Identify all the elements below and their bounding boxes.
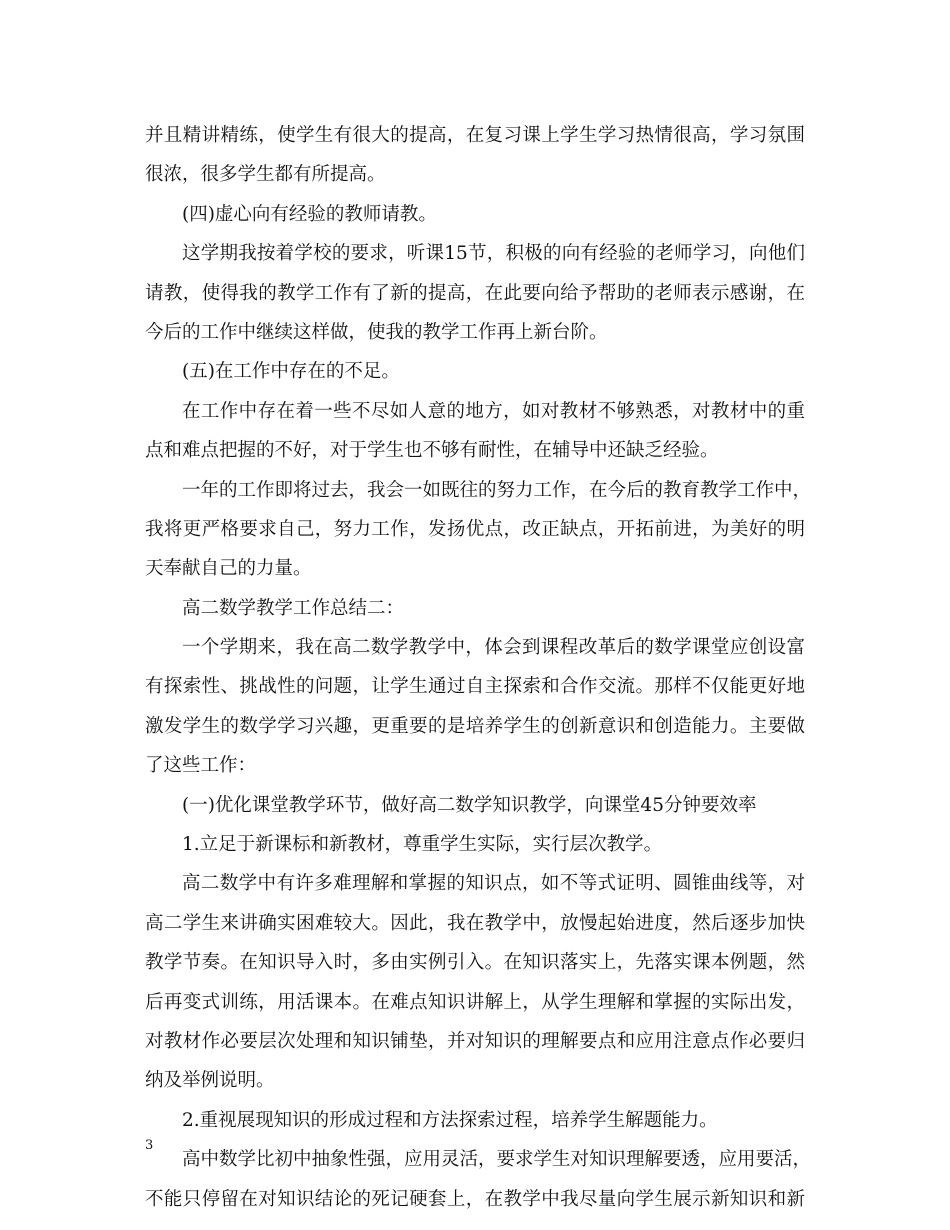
text-line: 高二数学中有许多难理解和掌握的知识点，如不等式证明、圆锥曲线等，对 xyxy=(182,873,805,895)
text-line: 并且精讲精练，使学生有很大的提高，在复习课上学生学习热情很高，学习氛围 xyxy=(145,125,805,146)
text-line: 了这些工作： xyxy=(145,755,257,777)
text-line: 一个学期来，我在高二数学教学中，体会到课程改革后的数学课堂应创设富 xyxy=(182,637,805,659)
text-line: 1.立足于新课标和新教材，尊重学生实际，实行层次教学。 xyxy=(182,834,663,856)
text-line: 纳及举例说明。 xyxy=(145,1070,275,1092)
text-line: 我将更严格要求自己，努力工作，发扬优点，改正缺点，开拓前进，为美好的明 xyxy=(145,518,805,540)
text-line: 点和难点把握的不好，对于学生也不够有耐性，在辅导中还缺乏经验。 xyxy=(145,440,719,462)
text-line: 后再变式训练，用活课本。在难点知识讲解上，从学生理解和掌握的实际出发， xyxy=(145,991,805,1013)
text-line: 天奉献自己的力量。 xyxy=(145,558,312,580)
document-body xyxy=(145,116,812,1219)
text-line: 这学期我按着学校的要求，听课15节，积极的向有经验的老师学习，向他们 xyxy=(182,243,805,265)
text-line: 请教，使得我的教学工作有了新的提高，在此要向给予帮助的老师表示感谢，在 xyxy=(145,282,805,304)
text-line: 2.重视展现知识的形成过程和方法探索过程，培养学生解题能力。 xyxy=(182,1109,718,1131)
text-line: 在工作中存在着一些不尽如人意的地方，如对教材不够熟悉，对教材中的重 xyxy=(182,400,805,422)
text-line: 对教材作必要层次处理和知识铺垫，并对知识的理解要点和应用注意点作必要归 xyxy=(145,1030,805,1052)
text-line: (五)在工作中存在的不足。 xyxy=(182,361,400,383)
text-line: 教学节奏。在知识导入时，多由实例引入。在知识落实上，先落实课本例题，然 xyxy=(145,952,805,974)
text-line: 不能只停留在对知识结论的死记硬套上，在教学中我尽量向学生展示新知识和新 xyxy=(145,1188,805,1210)
text-line: 有探索性、挑战性的问题，让学生通过自主探索和合作交流。那样不仅能更好地 xyxy=(145,676,805,698)
page-number: 3 xyxy=(145,1138,154,1153)
text-line: 很浓，很多学生都有所提高。 xyxy=(145,164,386,186)
text-line: (四)虚心向有经验的教师请教。 xyxy=(182,203,437,225)
text-line: 高二数学教学工作总结二： xyxy=(182,597,405,619)
text-line: 今后的工作中继续这样做，使我的教学工作再上新台阶。 xyxy=(145,321,608,343)
text-line: (一)优化课堂教学环节，做好高二数学知识教学，向课堂45分钟要效率 xyxy=(182,794,757,816)
text-line: 高二学生来讲确实困难较大。因此，我在教学中，放慢起始进度，然后逐步加快 xyxy=(145,912,805,934)
text-line: 高中数学比初中抽象性强，应用灵活，要求学生对知识理解要透，应用要活， xyxy=(182,1149,812,1171)
text-line: 激发学生的数学学习兴趣，更重要的是培养学生的创新意识和创造能力。主要做 xyxy=(145,715,805,737)
text-line: 一年的工作即将过去，我会一如既往的努力工作，在今后的教育教学工作中， xyxy=(182,479,812,501)
